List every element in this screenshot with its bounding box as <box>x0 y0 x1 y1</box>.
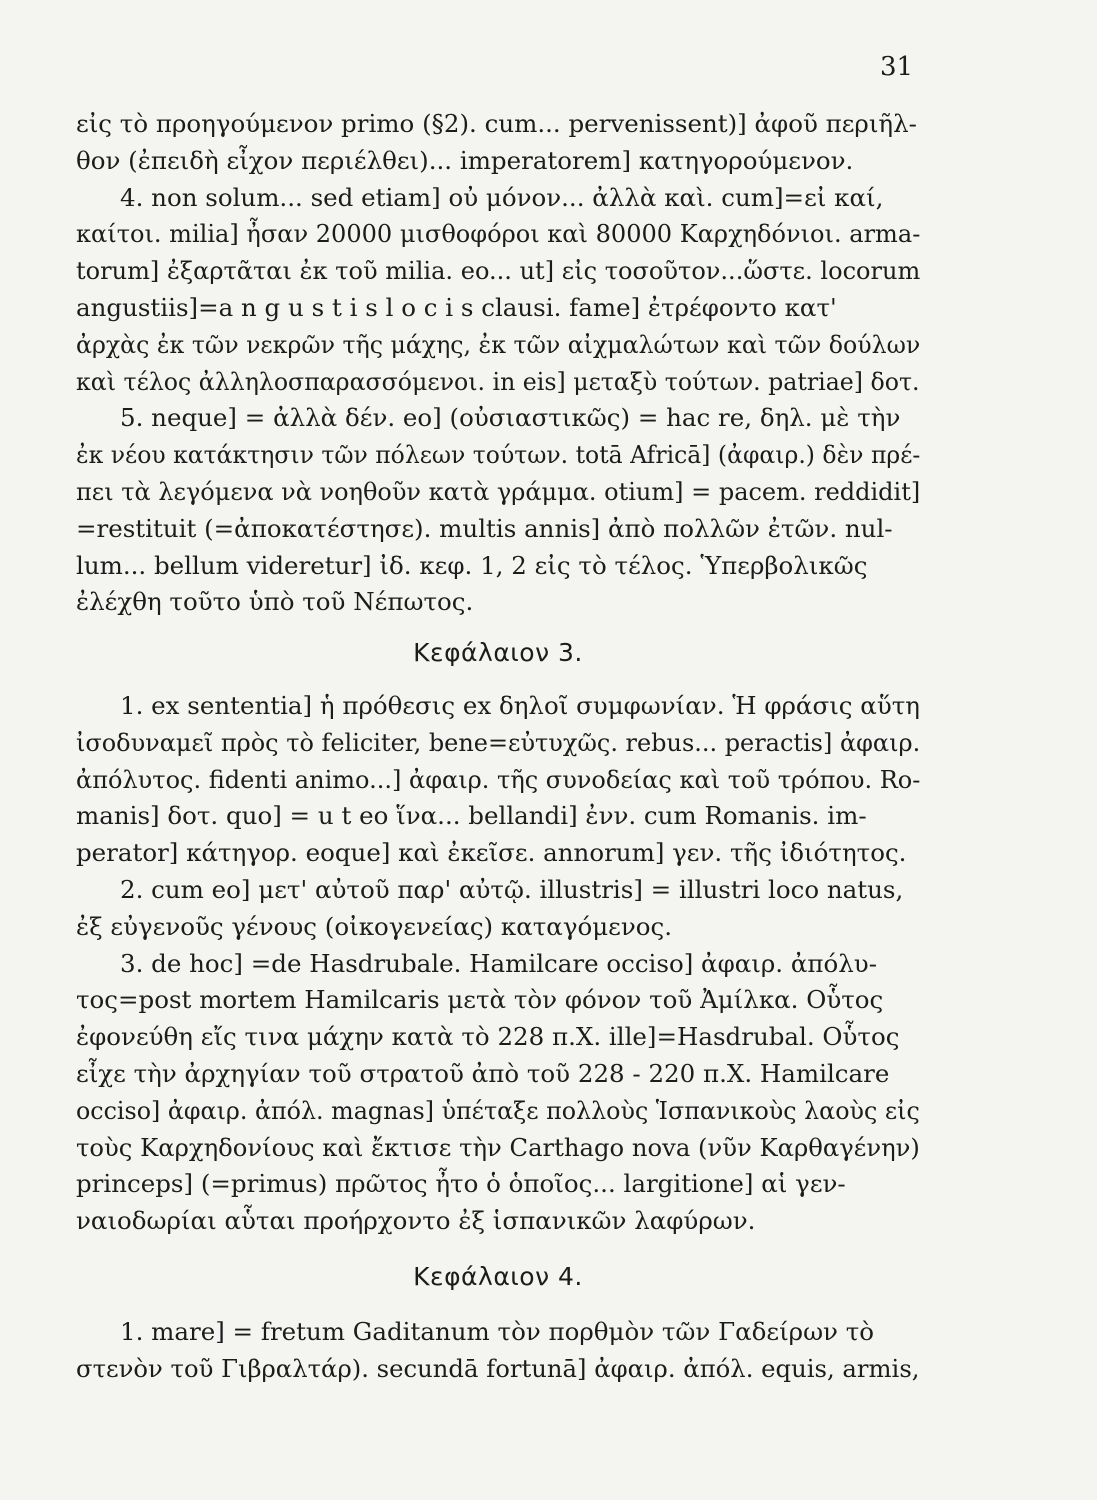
text-line: occiso] ἀφαιρ. ἀπόλ. magnas] ὑπέταξε πολλοὺς Ἱσπανικοὺς λαοὺς εἰς <box>76 1095 920 1125</box>
text-line: πει τὰ λεγόμενα νὰ νοηθοῦν κατὰ γράμμα. otium] = pacem. reddidit] <box>76 476 921 506</box>
text-line: 5. neque] = ἀλλὰ δέν. eo] (οὐσιαστικῶς) = hac re, δηλ. μὲ τὴν <box>120 403 901 433</box>
text-line: στενὸν τοῦ Γιβραλτάρ). secundā fortunā] ἀφαιρ. ἀπόλ. equis, armis, <box>76 1353 920 1383</box>
text-line: 3. de hoc] =de Hasdrubale. Hamilcare occiso] ἀφαιρ. ἀπόλυ- <box>120 948 877 978</box>
text-line: εἰς τὸ προηγούμενον primo (§2). cum... pervenissent)] ἀφοῦ περιῆλ- <box>76 109 917 138</box>
text-line: perator] κάτηγορ. eoque] καὶ ἐκεῖσε. annorum] γεν. τῆς ἰδιότητος. <box>76 838 907 868</box>
text-line: torum] ἐξαρτᾶται ἐκ τοῦ milia. eo... ut] εἰς τοσοῦτον...ὥστε. locorum <box>76 256 921 286</box>
text-line: ἐφονεύθη εἴς τινα μάχην κατὰ τὸ 228 π.Χ. ille]=Hasdrubal. Οὗτος <box>76 1022 900 1052</box>
text-line: manis] δοτ. quo] = u t eo ἵνα... bellandi] ἐνν. cum Romanis. im- <box>76 801 867 831</box>
text-line: angustiis]=a n g u s t i s l o c i s clausi. fame] ἐτρέφοντο κατ' <box>76 292 837 322</box>
text-line: ἀπόλυτος. fidenti animo...] ἀφαιρ. τῆς συνοδείας καὶ τοῦ τρόπου. Ro- <box>76 764 921 794</box>
text-line: princeps] (=primus) πρῶτος ἦτο ὁ ὁποῖος... largitione] αἱ γεν- <box>76 1169 846 1199</box>
text-line: τοὺς Καρχηδονίους καὶ ἔκτισε τὴν Carthago nova (νῦν Καρθαγένην) <box>76 1132 920 1162</box>
text-line: 1. mare] = fretum Gaditanum τὸν πορθμὸν τῶν Γαδείρων τὸ <box>120 1317 875 1346</box>
text-line: ἐξ εὐγενοῦς γένους (οἰκογενείας) καταγόμενος. <box>76 911 673 941</box>
text-line: lum... bellum videretur] ἰδ. κεφ. 1, 2 εἰς τὸ τέλος. Ὑπερβολικῶς <box>76 550 868 580</box>
text-line: τος=post mortem Hamilcaris μετὰ τὸν φόνον τοῦ Ἀμίλκα. Οὗτος <box>76 985 884 1015</box>
text-line: καὶ τέλος ἀλληλοσπαρασσόμενοι. in eis] μεταξὺ τούτων. patriae] δοτ. <box>76 366 920 396</box>
page-number: 31 <box>880 52 914 82</box>
text-line: 2. cum eo] μετ' αὐτοῦ παρ' αὐτῷ. illustris] = illustri loco natus, <box>120 874 904 904</box>
text-line: 4. non solum... sed etiam] οὐ μόνον... ἀλλὰ καὶ. cum]=εἰ καί, <box>120 182 884 212</box>
text-line: ἐλέχθη τοῦτο ὑπὸ τοῦ Νέπωτος. <box>76 587 474 617</box>
commentary-block-chapter-4 <box>76 1314 920 1388</box>
text-line: ἰσοδυναμεῖ πρὸς τὸ feliciter, bene=εὐτυχῶς. rebus... peractis] ἀφαιρ. <box>76 727 921 757</box>
text-line: ἐκ νέου κατάκτησιν τῶν πόλεων τούτων. totā Africā] (ἀφαιρ.) δὲν πρέ- <box>76 440 921 470</box>
text-line: 1. ex sententia] ἡ πρόθεσις ex δηλοῖ συμφωνίαν. Ἡ φράσις αὕτη <box>120 691 920 720</box>
chapter-4-heading: Κεφάλαιον 4. <box>413 1262 583 1291</box>
commentary-block-chapter-2 <box>76 106 920 621</box>
text-line: ναιοδωρίαι αὗται προήρχοντο ἐξ ἱσπανικῶν λαφύρων. <box>76 1206 756 1236</box>
commentary-block-chapter-3 <box>76 688 920 1240</box>
text-line: καίτοι. milia] ἦσαν 20000 μισθοφόροι καὶ 80000 Καρχηδόνιοι. arma- <box>76 219 921 249</box>
text-line: ἀρχὰς ἐκ τῶν νεκρῶν τῆς μάχης, ἐκ τῶν αἰχμαλώτων καὶ τῶν δούλων <box>76 329 921 359</box>
text-line: =restituit (=ἀποκατέστησε). multis annis] ἀπὸ πολλῶν ἐτῶν. nul- <box>76 513 893 543</box>
chapter-3-heading: Κεφάλαιον 3. <box>413 638 583 667</box>
text-line: εἶχε τὴν ἀρχηγίαν τοῦ στρατοῦ ἀπὸ τοῦ 228 - 220 π.Χ. Hamilcare <box>76 1058 890 1088</box>
text-line: θον (ἐπειδὴ εἶχον περιέλθει)... imperatorem] κατηγορούμενον. <box>76 145 854 175</box>
